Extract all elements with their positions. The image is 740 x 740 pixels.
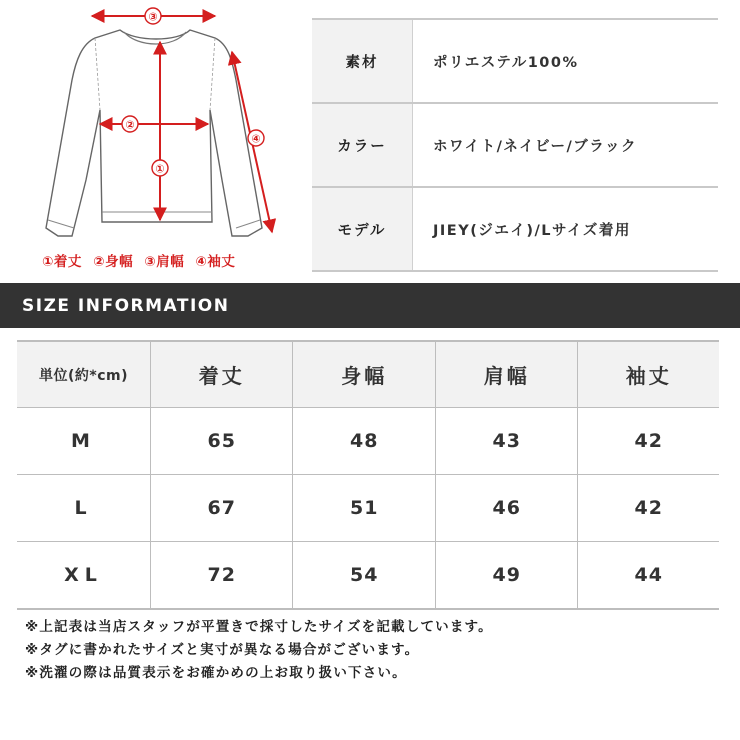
table-row [17, 542, 719, 610]
measurement-legend [42, 250, 241, 270]
note-line: ※タグに書かれたサイズと実寸が異なる場合がございます。 [25, 642, 420, 658]
table-cell: 49 [435, 542, 577, 610]
size-label: XL [64, 564, 103, 586]
table-cell: 54 [293, 542, 435, 610]
spec-value: ポリエステル100% [433, 54, 579, 71]
spec-row-material [312, 18, 718, 102]
spec-label: 素材 [312, 20, 413, 102]
spec-row-model [312, 186, 718, 272]
table-cell: 43 [435, 408, 577, 475]
spec-value: JIEY(ジエイ)/Lサイズ着用 [433, 222, 631, 239]
table-cell: 48 [293, 408, 435, 475]
table-cell: 72 [151, 542, 293, 610]
spec-row-color [312, 102, 718, 186]
spec-value: ホワイト/ネイビー/ブラック [433, 138, 637, 155]
product-spec-table [312, 18, 718, 272]
marker-2: ② [125, 118, 135, 132]
size-notes [25, 616, 493, 685]
section-banner [0, 283, 740, 328]
marker-3: ③ [148, 10, 158, 24]
note-line: ※上記表は当店スタッフが平置きで採寸したサイズを記載しています。 [25, 619, 493, 635]
note-line: ※洗濯の際は品質表示をお確かめの上お取り扱い下さい。 [25, 665, 407, 681]
table-cell: 67 [151, 475, 293, 542]
size-table-header-row [17, 341, 719, 408]
sweatshirt-outline-icon [0, 0, 300, 250]
table-row [17, 408, 719, 475]
header-length: 着丈 [151, 341, 293, 408]
table-cell: 42 [578, 475, 719, 542]
size-label: L [17, 475, 151, 542]
legend-shoulder-width: ③肩幅 [144, 254, 185, 270]
garment-diagram [0, 0, 300, 280]
spec-label: カラー [312, 104, 413, 186]
table-cell: 42 [578, 408, 719, 475]
legend-length: ①着丈 [42, 254, 82, 270]
section-title: SIZE INFORMATION [22, 295, 230, 316]
header-unit: 単位(約*cm) [17, 341, 151, 408]
table-cell: 44 [578, 542, 719, 610]
table-cell: 46 [435, 475, 577, 542]
header-body-width: 身幅 [293, 341, 435, 408]
table-cell: 65 [151, 408, 293, 475]
table-cell: 51 [293, 475, 435, 542]
header-shoulder-width: 肩幅 [435, 341, 577, 408]
legend-sleeve-length: ④袖丈 [195, 254, 236, 270]
marker-4: ④ [251, 132, 261, 146]
spec-label: モデル [312, 188, 413, 270]
header-sleeve-length: 袖丈 [578, 341, 719, 408]
size-table [17, 340, 719, 610]
marker-1: ① [155, 162, 165, 176]
table-row [17, 475, 719, 542]
size-label: M [17, 408, 151, 475]
legend-body-width: ②身幅 [93, 254, 134, 270]
